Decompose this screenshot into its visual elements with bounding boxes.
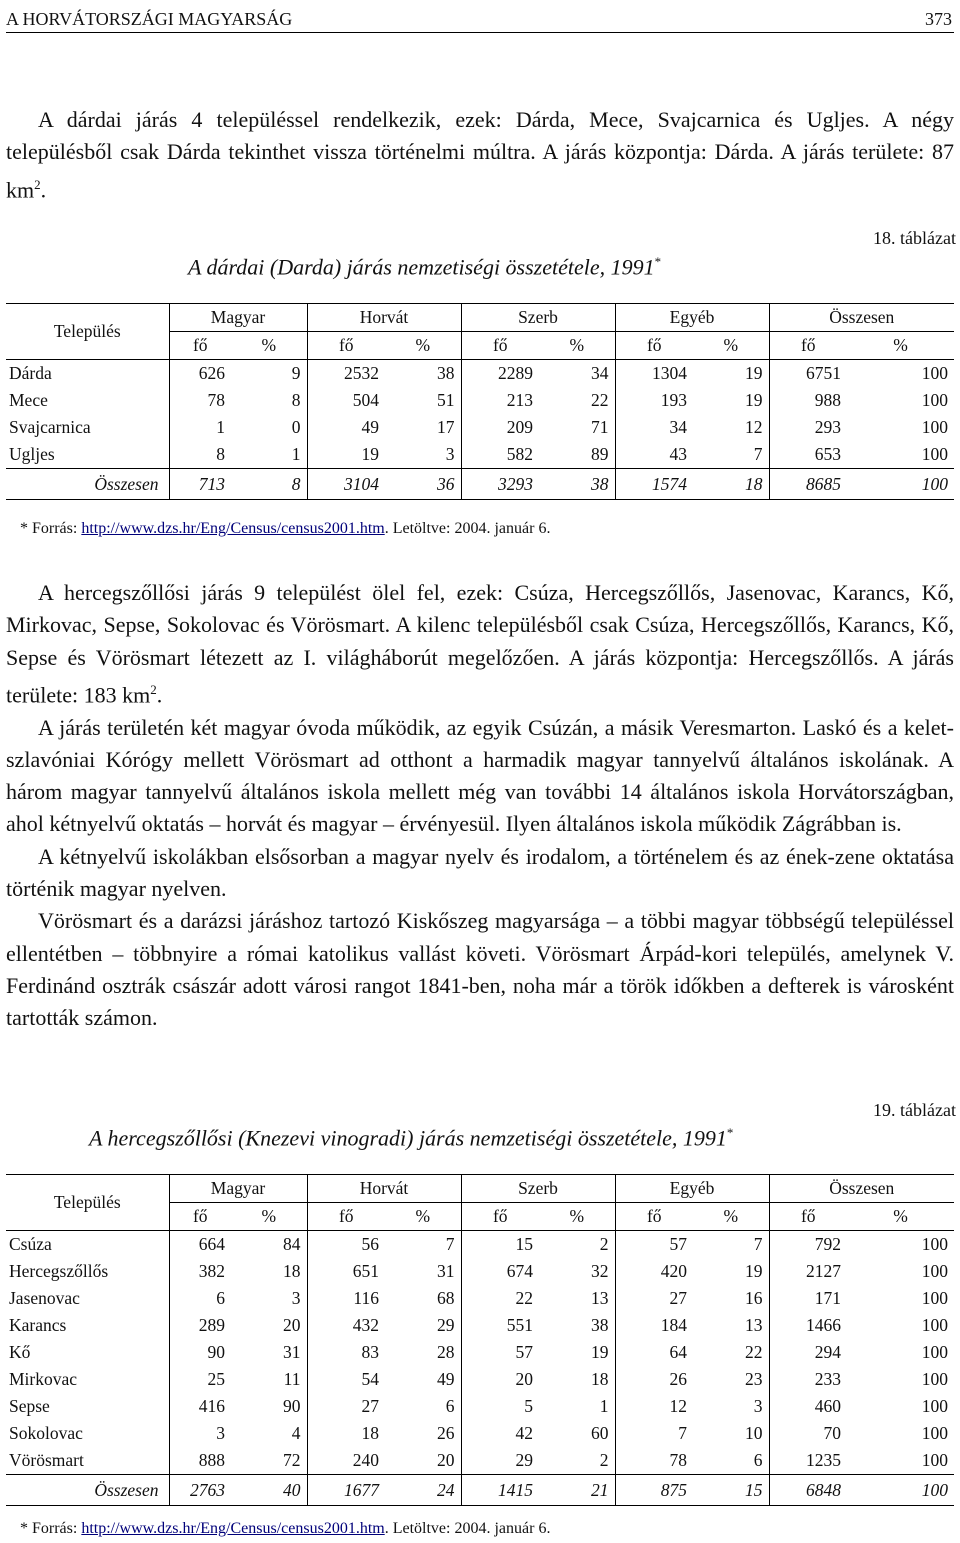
col-subheader: fő: [769, 332, 847, 360]
table19-number: 19. táblázat: [873, 1100, 956, 1120]
col-group-header: Horvát: [307, 304, 461, 332]
table-cell: 651: [307, 1258, 385, 1285]
table-cell: 6: [693, 1447, 769, 1475]
col-subheader: fő: [307, 332, 385, 360]
row-name: Mirkovac: [9, 1369, 78, 1389]
paragraph-1-sup: 2: [150, 681, 157, 697]
table-cell: 49: [437, 1369, 455, 1389]
table-cell: 100: [921, 1423, 948, 1443]
table-cell: 792: [769, 1231, 847, 1259]
col-subheader: fő: [307, 1203, 385, 1231]
table-cell: 100: [847, 441, 954, 469]
table19-caption-mark: *: [726, 1125, 734, 1140]
col-subheader: fő: [615, 1203, 693, 1231]
source-link[interactable]: http://www.dzs.hr/Eng/Census/census2001.htm: [81, 520, 385, 537]
table-cell: 78: [615, 1447, 693, 1475]
table-cell: 16: [745, 1288, 763, 1308]
table-cell: 83: [307, 1339, 385, 1366]
table-cell: 90: [169, 1339, 231, 1366]
table-cell: 54: [307, 1366, 385, 1393]
col-subheader: %: [231, 1203, 307, 1231]
table-row: [6, 1285, 954, 1312]
source-prefix: * Forrás:: [20, 520, 82, 537]
col-subheader: %: [847, 332, 954, 360]
table-row: [6, 1366, 954, 1393]
total-cell: 2763: [169, 1475, 231, 1506]
table-cell: 888: [169, 1447, 231, 1475]
table-cell: 2289: [461, 360, 539, 388]
table-cell: 6: [445, 1396, 455, 1416]
row-name: Karancs: [9, 1315, 67, 1335]
row-name: Vörösmart: [6, 1447, 169, 1475]
total-cell: 8685: [769, 469, 847, 500]
table-cell: 100: [921, 1288, 948, 1308]
col-subheader: %: [539, 332, 615, 360]
table-cell: 416: [169, 1393, 231, 1420]
table-cell: 4: [291, 1423, 301, 1443]
total-cell: 875: [615, 1475, 693, 1506]
table-cell: 11: [283, 1369, 301, 1389]
total-cell: 40: [231, 1475, 307, 1506]
table-cell: 653: [769, 441, 847, 469]
table-cell: 20: [385, 1447, 461, 1475]
table-cell: 23: [745, 1369, 763, 1389]
table-cell: 18: [283, 1261, 301, 1281]
table-cell: 31: [283, 1342, 301, 1362]
table-cell: 3: [169, 1420, 231, 1447]
total-cell: 24: [385, 1475, 461, 1506]
table-cell: 17: [437, 417, 455, 437]
col-subheader: %: [847, 1203, 954, 1231]
row-name: Jasenovac: [9, 1288, 80, 1308]
page-number: 373: [925, 9, 952, 29]
table-cell: 57: [615, 1231, 693, 1259]
table-cell: 29: [461, 1447, 539, 1475]
total-cell: 38: [539, 469, 615, 500]
total-cell: 100: [847, 1475, 954, 1506]
table-cell: 42: [461, 1420, 539, 1447]
total-cell: 36: [385, 469, 461, 500]
table-cell: 68: [437, 1288, 455, 1308]
col-group-header: Összesen: [769, 1175, 954, 1203]
table-cell: 2: [539, 1447, 615, 1475]
col-subheader: fő: [769, 1203, 847, 1231]
table18-source: [20, 520, 550, 538]
row-name: Csúza: [9, 1234, 52, 1254]
intro-sup: 2: [34, 176, 41, 192]
table-cell: 294: [769, 1339, 847, 1366]
table-cell: 0: [291, 417, 301, 437]
table18-number: 18. táblázat: [873, 228, 956, 248]
table-cell: 2: [599, 1234, 609, 1254]
table-cell: 209: [461, 414, 539, 441]
row-name: Dárda: [9, 363, 52, 383]
table-cell: 3: [385, 441, 461, 469]
table-cell: 15: [461, 1231, 539, 1259]
table-cell: 116: [307, 1285, 385, 1312]
col-subheader: fő: [169, 1203, 231, 1231]
row-name: Sokolovac: [9, 1423, 83, 1443]
total-cell: 15: [693, 1475, 769, 1506]
total-row: [6, 469, 954, 500]
body-text: [6, 577, 954, 1034]
table-cell: 13: [745, 1315, 763, 1335]
table-cell: 100: [921, 363, 948, 383]
intro-paragraph: [6, 104, 954, 206]
table-cell: 100: [921, 1261, 948, 1281]
table-cell: 5: [461, 1393, 539, 1420]
table-cell: 19: [591, 1342, 609, 1362]
table-cell: 18: [307, 1420, 385, 1447]
table-row: [6, 1447, 954, 1475]
table-cell: 12: [615, 1393, 693, 1420]
total-cell: 18: [693, 469, 769, 500]
table-cell: 90: [283, 1396, 301, 1416]
table19-source: [20, 1520, 550, 1538]
table-cell: 233: [769, 1366, 847, 1393]
intro-text: A dárdai járás 4 településsel rendelkezik, ezek: Dárda, Mece, Svajcarnica és Ugljes. A négy településből csak Dárda tekinthet vissza történelmi múltra. A járás központja: Dárda. A járás területe: 87 km: [6, 107, 954, 202]
table-cell: 25: [169, 1366, 231, 1393]
table-cell: 1: [169, 414, 231, 441]
table-cell: 31: [437, 1261, 455, 1281]
paragraph-1-text: A hercegszőllősi járás 9 települést ölel fel, ezek: Csúza, Hercegszőllős, Jasenovac, Karancs, Kő, Mirkovac, Sepse, Sokolovac és Vörösmart. A kilenc településből csak Csúza, Hercegszőllős, Karancs, Kő, Sepse és Vörösmart létezett az I. világháborút megelőzően. A járás központja: Hercegszőllős. A járás területe: 183 km: [6, 580, 954, 708]
col-subheader: %: [385, 332, 461, 360]
table-cell: 100: [921, 1369, 948, 1389]
table-cell: 22: [461, 1285, 539, 1312]
table-cell: 19: [307, 441, 385, 469]
table-cell: 193: [615, 387, 693, 414]
header-row: [6, 304, 954, 332]
paragraph-2: A járás területén két magyar óvoda működik, az egyik Csúzán, a másik Veresmarton. Laskó és a kelet-szlavóniai Kórógy mellett Vörösmart ad otthont a harmadik magyar tannyelvű általános iskolának. A három magyar tannyelvű általános iskola mellett még van további 14 általános iskola Horvátországban, ahol kétnyelvű oktatás – horvát és magyar – érvényesül. Ilyen általános iskola működik Zágrábban is.: [6, 714, 954, 837]
table-cell: 13: [591, 1288, 609, 1308]
table-cell: 8: [291, 390, 301, 410]
table-row: [6, 1393, 954, 1420]
table-row: [6, 387, 954, 414]
table-cell: 1: [599, 1396, 609, 1416]
col-group-header: Horvát: [307, 1175, 461, 1203]
table-cell: 100: [921, 1315, 948, 1335]
table-cell: 432: [307, 1312, 385, 1339]
total-cell: 1677: [307, 1475, 385, 1506]
table-row: [6, 1258, 954, 1285]
table-cell: 100: [921, 417, 948, 437]
col-group-header: Magyar: [169, 1175, 307, 1203]
table-cell: 10: [745, 1423, 763, 1443]
row-name: Sepse: [9, 1396, 50, 1416]
table-cell: 29: [437, 1315, 455, 1335]
table-cell: 626: [169, 360, 231, 388]
table-cell: 72: [231, 1447, 307, 1475]
table-cell: 582: [461, 441, 539, 469]
col-settlement: Település: [6, 304, 169, 360]
table-cell: 213: [461, 387, 539, 414]
table-cell: 8: [169, 441, 231, 469]
row-name: Svajcarnica: [9, 417, 91, 437]
row-name: Hercegszőllős: [9, 1261, 109, 1281]
table-cell: 84: [283, 1234, 301, 1254]
table-cell: 460: [769, 1393, 847, 1420]
source-prefix: * Forrás:: [20, 1520, 82, 1537]
table-cell: 9: [291, 363, 301, 383]
source-suffix: . Letöltve: 2004. január 6.: [384, 1520, 551, 1537]
paragraph-4: Vörösmart és a darázsi járáshoz tartozó Kiskőszeg magyarsága – a többi magyar többségű településsel ellentétben – többnyire a római katolikus vallást követi. Vörösmart Árpád-kori település, amelynek V. Ferdinánd osztrák császár adott városi rangot 1841-ben, noha már a török időkben a defterek is városként tartották számon.: [6, 908, 954, 1031]
table-cell: 51: [437, 390, 455, 410]
row-name: Ugljes: [6, 441, 169, 469]
col-subheader: %: [539, 1203, 615, 1231]
table-cell: 71: [591, 417, 609, 437]
col-group-header: Egyéb: [615, 304, 769, 332]
table-cell: 3: [291, 1288, 301, 1308]
table-cell: 28: [437, 1342, 455, 1362]
table18: [6, 303, 954, 500]
header-row: [6, 1175, 954, 1203]
table-row: [6, 1312, 954, 1339]
total-cell: 6848: [769, 1475, 847, 1506]
paragraph-1-end: .: [156, 682, 163, 708]
table-cell: 1235: [769, 1447, 847, 1475]
table-cell: 18: [591, 1369, 609, 1389]
table-cell: 19: [745, 363, 763, 383]
paragraph-3: A kétnyelvű iskolákban elsősorban a magyar nyelv és irodalom, a történelem és az ének-zene oktatása történik magyar nyelven.: [6, 843, 954, 901]
col-subheader: fő: [169, 332, 231, 360]
intro-end: .: [40, 176, 47, 202]
table-cell: 382: [169, 1258, 231, 1285]
col-subheader: %: [693, 332, 769, 360]
table-cell: 26: [615, 1366, 693, 1393]
running-header: [6, 6, 954, 33]
table-cell: 240: [307, 1447, 385, 1475]
table-cell: 988: [769, 387, 847, 414]
table-cell: 38: [437, 363, 455, 383]
table-cell: 664: [169, 1231, 231, 1259]
table-row: [6, 1339, 954, 1366]
table-cell: 27: [615, 1285, 693, 1312]
row-name: Mece: [9, 390, 48, 410]
col-group-header: Szerb: [461, 1175, 615, 1203]
table-cell: 2127: [769, 1258, 847, 1285]
total-cell: 100: [847, 469, 954, 500]
total-row: [6, 1475, 954, 1506]
table-cell: 100: [921, 1234, 948, 1254]
table-cell: 38: [591, 1315, 609, 1335]
table-cell: 49: [307, 414, 385, 441]
col-group-header: Egyéb: [615, 1175, 769, 1203]
table-cell: 504: [307, 387, 385, 414]
table-cell: 78: [169, 387, 231, 414]
table-cell: 26: [437, 1423, 455, 1443]
table-row: [6, 360, 954, 388]
table-cell: 1466: [769, 1312, 847, 1339]
table-cell: 19: [745, 1261, 763, 1281]
table-cell: 2532: [307, 360, 385, 388]
source-suffix: . Letöltve: 2004. január 6.: [384, 520, 551, 537]
table-cell: 12: [745, 417, 763, 437]
col-subheader: %: [231, 332, 307, 360]
table19: [6, 1174, 954, 1506]
total-cell: 1574: [615, 469, 693, 500]
table18-caption-mark: *: [654, 254, 662, 269]
col-group-header: Szerb: [461, 304, 615, 332]
table19-caption: [89, 1125, 733, 1151]
table-cell: 19: [745, 390, 763, 410]
table-cell: 551: [461, 1312, 539, 1339]
total-label: Összesen: [6, 469, 169, 500]
table-cell: 6: [169, 1285, 231, 1312]
table-row: [6, 441, 954, 469]
col-subheader: fő: [461, 332, 539, 360]
table-cell: 64: [615, 1339, 693, 1366]
table-cell: 89: [539, 441, 615, 469]
table-cell: 100: [921, 1342, 948, 1362]
table-cell: 22: [591, 390, 609, 410]
table-cell: 420: [615, 1258, 693, 1285]
table-cell: 22: [745, 1342, 763, 1362]
table-cell: 27: [307, 1393, 385, 1420]
col-subheader: %: [385, 1203, 461, 1231]
table-cell: 43: [615, 441, 693, 469]
table-cell: 7: [445, 1234, 455, 1254]
total-cell: 3293: [461, 469, 539, 500]
table-cell: 6751: [769, 360, 847, 388]
table18-caption-text: A dárdai (Darda) járás nemzetiségi összetétele, 1991: [188, 254, 655, 280]
table-cell: 674: [461, 1258, 539, 1285]
table-cell: 1: [231, 441, 307, 469]
table-cell: 100: [921, 1396, 948, 1416]
col-subheader: fő: [461, 1203, 539, 1231]
source-link[interactable]: http://www.dzs.hr/Eng/Census/census2001.htm: [81, 1520, 385, 1537]
table-cell: 56: [307, 1231, 385, 1259]
table-cell: 100: [847, 1447, 954, 1475]
col-subheader: %: [693, 1203, 769, 1231]
table-cell: 20: [283, 1315, 301, 1335]
total-cell: 8: [231, 469, 307, 500]
table-cell: 60: [591, 1423, 609, 1443]
table-cell: 7: [753, 1234, 763, 1254]
col-settlement: Település: [6, 1175, 169, 1231]
table19-caption-text: A hercegszőllősi (Knezevi vinogradi) járás nemzetiségi összetétele, 1991: [89, 1125, 727, 1151]
table-cell: 293: [769, 414, 847, 441]
total-label: Összesen: [6, 1475, 169, 1506]
table-cell: 1304: [615, 360, 693, 388]
total-cell: 21: [539, 1475, 615, 1506]
table-cell: 3: [753, 1396, 763, 1416]
table-cell: 34: [591, 363, 609, 383]
total-cell: 3104: [307, 469, 385, 500]
table-cell: 100: [921, 390, 948, 410]
table-cell: 34: [615, 414, 693, 441]
table-cell: 70: [769, 1420, 847, 1447]
table-cell: 289: [169, 1312, 231, 1339]
table-cell: 20: [461, 1366, 539, 1393]
table18-caption: [188, 254, 661, 280]
table-row: [6, 414, 954, 441]
table-cell: 7: [693, 441, 769, 469]
col-subheader: fő: [615, 332, 693, 360]
running-title: A HORVÁTORSZÁGI MAGYARSÁG: [6, 9, 293, 29]
table-cell: 184: [615, 1312, 693, 1339]
table-row: [6, 1420, 954, 1447]
total-cell: 1415: [461, 1475, 539, 1506]
table-row: [6, 1231, 954, 1259]
table-cell: 171: [769, 1285, 847, 1312]
table-cell: 32: [591, 1261, 609, 1281]
total-cell: 713: [169, 469, 231, 500]
paragraph-1: [6, 577, 954, 712]
table-cell: 7: [615, 1420, 693, 1447]
table-cell: 57: [461, 1339, 539, 1366]
row-name: Kő: [9, 1342, 31, 1362]
col-group-header: Magyar: [169, 304, 307, 332]
col-group-header: Összesen: [769, 304, 954, 332]
